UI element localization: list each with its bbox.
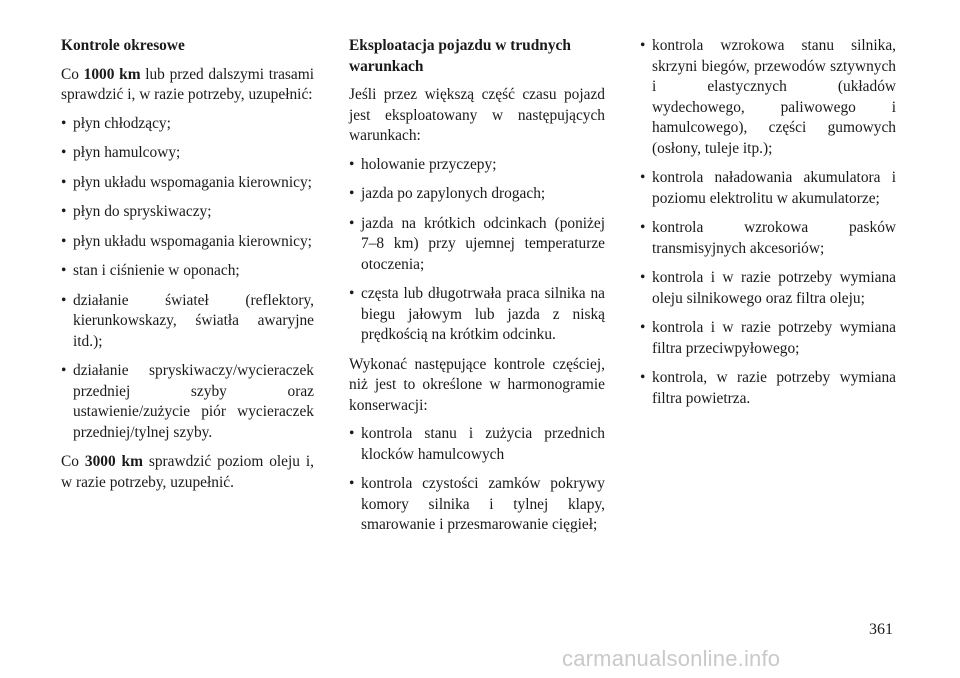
list-item: • jazda po zapylonych drogach; [349, 184, 605, 205]
list-item: • działanie świateł (reflektory, kierunkowskazy, światła awaryjne itd.); [61, 291, 314, 353]
list-item: • holowanie przyczepy; [349, 155, 605, 176]
column-left [61, 36, 314, 501]
distance-3000: 3000 km [84, 453, 143, 470]
extra-checks-list-continued [640, 36, 896, 409]
conditions-list [349, 155, 605, 346]
list-item: • płyn chłodzący; [61, 114, 314, 135]
list-item: • płyn układu wspomagania kierownicy; [61, 232, 314, 253]
list-item: • częsta lub długotrwała praca silnika na biegu jałowym lub jazda z niską prędkością na krótkim odcinku. [349, 284, 605, 346]
intro-prefix: Co [61, 65, 84, 83]
list-item: • kontrola, w razie potrzeby wymiana filtra powietrza. [640, 368, 896, 409]
outro-suffix: sprawdzić poziom oleju i, w razie potrzeby, uzupełnić. [61, 453, 315, 491]
list-item: • działanie spryskiwaczy/wycieraczek przedniej szyby oraz ustawienie/zużycie piór wycieraczek przedniej/tylnej szyby. [61, 361, 314, 443]
check-list [61, 114, 314, 444]
list-item: • płyn hamulcowy; [61, 143, 314, 164]
extra-checks-list [349, 424, 605, 536]
column-right [640, 36, 896, 418]
list-item: • kontrola wzrokowa stanu silnika, skrzyni biegów, przewodów sztywnych i elastycznych (układów wydechowego, paliwowego i hamulcowego), części gumowych (osłony, tuleje itp.); [640, 36, 896, 159]
list-item: • kontrola i w razie potrzeby wymiana filtra przeciwpyłowego; [640, 318, 896, 359]
list-item: • jazda na krótkich odcinkach (poniżej 7–8 km) przy ujemnej temperaturze otoczenia; [349, 214, 605, 276]
intro-suffix: lub przed dalszymi trasami sprawdzić i, w razie potrzeby, uzupełnić: [61, 65, 314, 103]
section-heading-difficult-conditions: Eksploatacja pojazdu w trudnych warunkach [349, 37, 571, 75]
outro-prefix: Co [61, 453, 85, 470]
column-middle [349, 36, 605, 545]
distance-1000: 1000 km [83, 65, 141, 83]
list-item: • płyn do spryskiwaczy; [61, 202, 314, 223]
conditions-intro: Jeśli przez większą część czasu pojazd jest eksploatowany w następujących warunkach: [349, 86, 605, 144]
page-number: 361 [869, 621, 893, 638]
intro-paragraph [61, 65, 314, 106]
list-item: • kontrola czystości zamków pokrywy komory silnika i tylnej klapy, smarowanie i przesmarowanie cięgieł; [349, 474, 605, 536]
list-item: • płyn układu wspomagania kierownicy; [61, 173, 314, 194]
section-heading-periodic-checks: Kontrole okresowe [61, 37, 185, 54]
watermark: carmanualsonline.info [562, 646, 781, 671]
list-item: • kontrola wzrokowa pasków transmisyjnych akcesoriów; [640, 218, 896, 259]
list-item: • kontrola stanu i zużycia przednich klocków hamulcowych [349, 424, 605, 465]
list-item: • stan i ciśnienie w oponach; [61, 261, 314, 282]
outro-paragraph [61, 452, 314, 493]
list-item: • kontrola i w razie potrzeby wymiana oleju silnikowego oraz filtra oleju; [640, 268, 896, 309]
checks-intro: Wykonać następujące kontrole częściej, niż jest to określone w harmonogramie konserwacji: [349, 355, 605, 414]
list-item: • kontrola naładowania akumulatora i poziomu elektrolitu w akumulatorze; [640, 168, 896, 209]
